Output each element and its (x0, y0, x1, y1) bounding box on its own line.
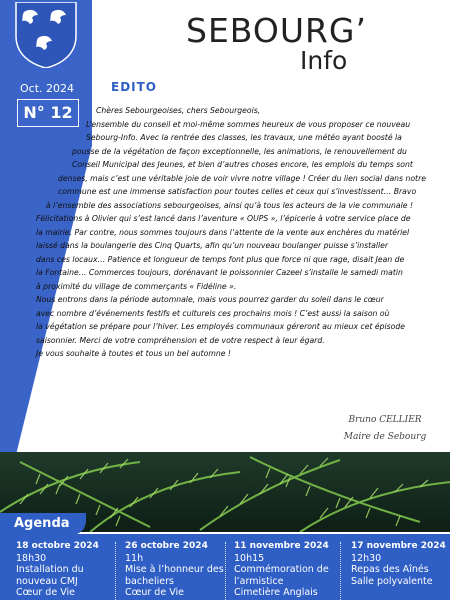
agenda-separator (225, 542, 226, 600)
edito-line: à proximité du village de commerçants « Fidéline ». (36, 281, 237, 291)
edito-line: Conseil Municipal des Jeunes, et bien d’autres choses encore, les emplois du temps sont (72, 160, 413, 169)
agenda-event (125, 541, 231, 599)
edito-line: la mairie. Par contre, nous sommes toujours dans l’attente de la vente aux enchères du matériel (36, 227, 410, 237)
agenda-event (16, 541, 122, 599)
edito-line: la végétation se prépare pour l’hiver. Les employés communaux géreront au mieux cet épisode (36, 322, 405, 331)
edito-line: à l’ensemble des associations sebourgeoises, ainsi qu’à tous les acteurs de la vie communale ! (46, 200, 414, 210)
newsletter-title: SEBOURG’ (186, 11, 367, 50)
edito-heading: EDITO (111, 80, 158, 94)
event-date: 18 octobre 2024 (16, 541, 99, 551)
event-time: 11h (125, 552, 144, 564)
agenda-separator (115, 542, 116, 600)
event-date: 17 novembre 2024 (351, 541, 446, 551)
agenda-event (351, 541, 447, 587)
event-line: bacheliers (125, 575, 174, 587)
edito-line: dans ces locaux… Patience et longueur de temps font plus que force ni que rage, disait Jean de (36, 254, 405, 264)
edito-line: Sebourg-Info. Avec la rentrée des classes, les travaux, une météo ayant boosté la (86, 133, 402, 142)
agenda-title: Agenda (14, 516, 70, 531)
signature-role: Maire de Sebourg (343, 432, 427, 442)
edito-line: L’ensemble du conseil et moi-même sommes heureux de vous proposer ce nouveau (86, 119, 411, 129)
event-line: nouveau CMJ (16, 575, 78, 587)
edito-line: la Fontaine… Commerces toujours, dorénavant le poissonnier Cazeel s’installe le samedi matin (36, 268, 403, 277)
event-line: Cimetière Anglais (234, 587, 318, 598)
signature-block (330, 412, 440, 446)
edito-greeting: Chères Sebourgeoises, chers Sebourgeois, (96, 106, 261, 115)
edito-letter (36, 104, 432, 361)
issue-date: Oct. 2024 (20, 82, 75, 95)
event-date: 11 novembre 2024 (234, 541, 329, 551)
event-date: 26 octobre 2024 (125, 541, 208, 551)
issue-number-badge: N° 12 (17, 99, 79, 127)
event-line: Installation du (16, 564, 84, 575)
edito-line: Nous entrons dans la période automnale, mais vous pourrez garder du soleil dans le cœur (36, 295, 384, 304)
event-line: Repas des Aînés (351, 564, 429, 575)
signature-name: Bruno CELLIER (348, 415, 422, 425)
edito-line: pousse de la végétation de façon exceptionnelle, les animations, le renouvellement du (72, 146, 407, 156)
event-time: 10h15 (234, 552, 265, 564)
agenda-separator (340, 542, 341, 600)
edito-line: denses, mais c’est une véritable joie de voir vivre notre village ! Créer du lien social dans notre (58, 173, 426, 183)
event-line: Salle polyvalente (351, 575, 433, 587)
edito-line: laissé dans la boulangerie des Cinq Quarts, afin qu’un nouveau boulanger puisse s’installer (36, 241, 389, 250)
event-time: 18h30 (16, 552, 47, 564)
event-line: Commémoration de (234, 564, 329, 575)
edito-line: avec nombre d’événements festifs et culturels ces prochains mois ! C’est aussi la saison où (36, 308, 390, 318)
event-line: Cœur de Vie (125, 587, 184, 598)
agenda-event (234, 541, 340, 599)
event-line: l’armistice (234, 575, 284, 587)
event-time: 12h30 (351, 552, 382, 564)
coat-of-arms-icon (12, 2, 80, 68)
event-line: Cœur de Vie (16, 587, 75, 598)
event-line: Mise à l’honneur des (125, 564, 224, 575)
edito-line: commune est une immense satisfaction pour toutes celles et ceux qui s’investissent… Bravo (58, 187, 417, 196)
edito-line: saisonnier. Merci de votre compréhension et de votre respect à leur égard. (36, 335, 325, 345)
newsletter-subtitle: Info (300, 46, 348, 75)
edito-line: Félicitations à Olivier qui s’est lancé dans l’aventure « OUPS », l’épicerie à votre service place de (36, 214, 411, 223)
edito-line: Je vous souhaite à toutes et tous un bel automne ! (36, 349, 231, 358)
